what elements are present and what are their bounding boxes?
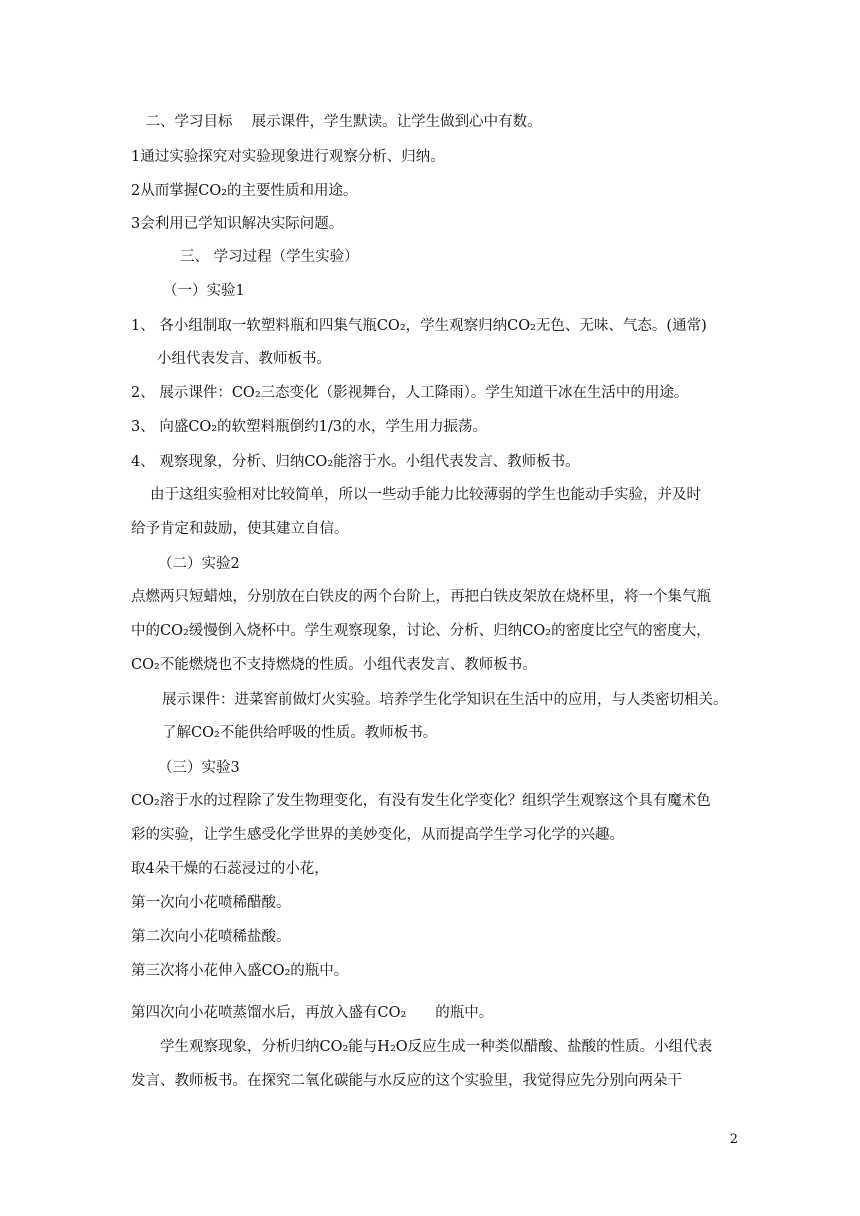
goal-1: 1通过实验探究对实验现象进行观察分析、归纳。 [131, 149, 445, 165]
goal-2: 2从而掌握CO₂的主要性质和用途。 [131, 183, 358, 199]
goal-3: 3会利用已学知识解决实际问题。 [131, 216, 344, 232]
experiment-2-text-1: 点燃两只短蜡烛，分别放在白铁皮的两个台阶上，再把白铁皮架放在烧杯里，将一个集气瓶 [131, 589, 711, 605]
experiment-3-flowers: 取4朵干燥的石蕊浸过的小花， [131, 861, 329, 877]
experiment-3-text-1: CO₂溶于水的过程除了发生物理变化，有没有发生化学变化？组织学生观察这个具有魔术色 [131, 793, 711, 809]
section-learning-goals: 二、学习目标 展示课件，学生默读。让学生做到心中有数。 [131, 114, 542, 130]
step-2: 2、 展示课件：CO₂三态变化（影视舞台，人工降雨）。学生知道干冰在生活中的用途。 [131, 385, 689, 401]
experiment-3-conclusion-continued: 发言、教师板书。在探究二氧化碳能与水反应的这个实验里，我觉得应先分别向两朵干 [131, 1073, 682, 1089]
experiment-3-trial-4: 第四次向小花喷蒸馏水后，再放入盛有CO₂ 的瓶中。 [131, 1005, 494, 1021]
experiment-3-text-2: 彩的实验，让学生感受化学世界的美妙变化，从而提高学生学习化学的兴趣。 [131, 827, 624, 843]
experiment-3-trial-3: 第三次将小花伸入盛CO₂的瓶中。 [131, 963, 349, 979]
page-number: 2 [729, 1132, 738, 1147]
experiment-3-trial-1: 第一次向小花喷稀醋酸。 [131, 895, 291, 911]
step-3: 3、 向盛CO₂的软塑料瓶倒约1/3的水，学生用力振荡。 [131, 419, 487, 435]
experiment-1-comment-continued: 给予肯定和鼓励，使其建立自信。 [131, 521, 349, 537]
experiment-2-text-3: CO₂不能燃烧也不支持燃烧的性质。小组代表发言、教师板书。 [131, 657, 537, 673]
experiment-1-comment: 由于这组实验相对比较简单，所以一些动手能力比较薄弱的学生也能动手实验，并及时 [150, 487, 701, 503]
step-4: 4、 观察现象，分析、归纳CO₂能溶于水。小组代表发言、教师板书。 [131, 454, 580, 470]
experiment-2-text-2: 中的CO₂缓慢倒入烧杯中。学生观察现象，讨论、分析、归纳CO₂的密度比空气的密度大， [131, 623, 711, 639]
experiment-1-heading: （一）实验1 [163, 283, 245, 299]
experiment-3-conclusion: 学生观察现象，分析归纳CO₂能与H₂O反应生成一种类似醋酸、盐酸的性质。小组代表 [160, 1039, 713, 1055]
experiment-3-trial-2: 第二次向小花喷稀盐酸。 [131, 929, 291, 945]
experiment-2-courseware: 展示课件：进菜窖前做灯火实验。培养学生化学知识在生活中的应用，与人类密切相关。 [162, 692, 728, 708]
step-1: 1、 各小组制取一软塑料瓶和四集气瓶CO₂，学生观察归纳CO₂无色、无味、气态。(通常) [131, 318, 707, 334]
step-1-continued: 小组代表发言、教师板书。 [157, 351, 331, 367]
section-learning-process: 三、 学习过程（学生实验） [151, 249, 359, 265]
experiment-2-heading: （二）实验2 [158, 556, 240, 572]
experiment-3-heading: （三）实验3 [158, 760, 240, 776]
experiment-2-courseware-continued: 了解CO₂不能供给呼吸的性质。教师板书。 [162, 725, 438, 741]
